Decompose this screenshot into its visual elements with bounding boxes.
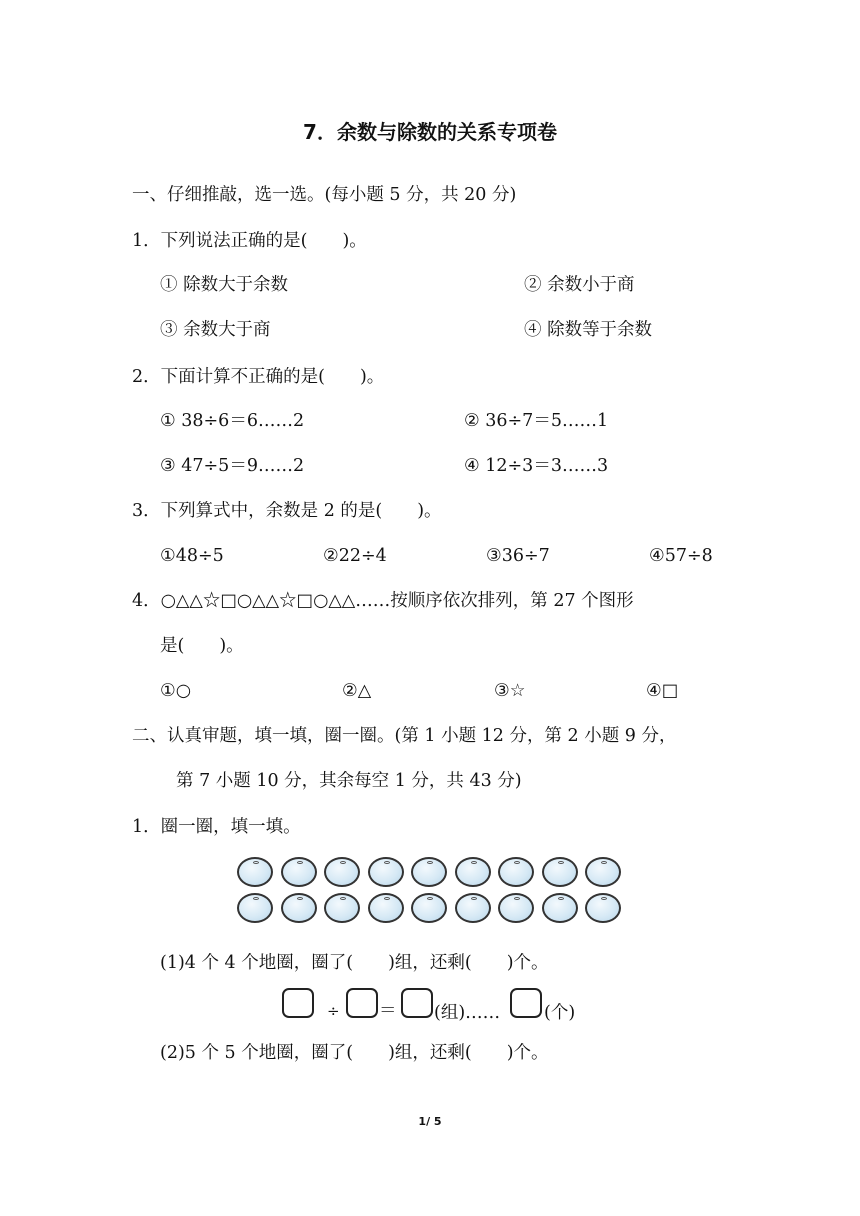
fruit-stem-icon	[384, 861, 390, 864]
fruit-stem-icon	[340, 897, 346, 900]
q2-option-1[interactable]: ① 38÷6＝6……2	[160, 411, 305, 431]
fruit-icon	[237, 893, 273, 923]
fruit-icon	[237, 857, 273, 887]
fruit-stem-icon	[297, 861, 303, 864]
fruit-icon	[281, 893, 317, 923]
s2-q1-part-1: (1)4 个 4 个地圈，圈了( )组，还剩( )个。	[160, 953, 549, 973]
fruit-stem-icon	[514, 861, 520, 864]
q2-option-3[interactable]: ③ 47÷5＝9……2	[160, 456, 305, 476]
fruit-stem-icon	[558, 897, 564, 900]
fruit-stem-icon	[558, 861, 564, 864]
fruit-icon	[411, 893, 447, 923]
s2-q1-part-2: (2)5 个 5 个地圈，圈了( )组，还剩( )个。	[160, 1043, 549, 1063]
fruit-stem-icon	[253, 861, 259, 864]
section-heading-2: 二、认真审题，填一填，圈一圈。(第 1 小题 12 分，第 2 小题 9 分，	[132, 726, 677, 746]
section-heading-2-cont: 第 7 小题 10 分，其余每空 1 分，共 43 分)	[176, 771, 522, 791]
question-1-stem: 1．下列说法正确的是( )。	[132, 231, 367, 251]
q1-option-2[interactable]: ② 余数小于商	[524, 275, 635, 295]
fruit-icon	[368, 857, 404, 887]
fruit-icon	[585, 893, 621, 923]
fruit-icon	[455, 893, 491, 923]
page-title: 7．余数与除数的关系专项卷	[303, 120, 557, 144]
question-4-stem-cont: 是( )。	[160, 636, 244, 656]
fruit-icon	[324, 857, 360, 887]
question-4-stem: 4．○△△☆□○△△☆□○△△……按顺序依次排列，第 27 个图形	[132, 591, 634, 611]
q4-option-2[interactable]: ②△	[342, 681, 372, 701]
s2-question-1-stem: 1．圈一圈，填一填。	[132, 817, 301, 837]
fruit-icon	[368, 893, 404, 923]
question-2-stem: 2．下面计算不正确的是( )。	[132, 367, 385, 387]
fruit-illustration	[235, 855, 625, 927]
fruit-icon	[498, 893, 534, 923]
q4-option-1[interactable]: ①○	[160, 681, 191, 701]
q4-option-4[interactable]: ④□	[646, 681, 679, 701]
q1-option-4[interactable]: ④ 除数等于余数	[524, 320, 653, 340]
fruit-stem-icon	[297, 897, 303, 900]
fruit-icon	[281, 857, 317, 887]
answer-box-quotient[interactable]	[401, 988, 433, 1018]
q3-option-3[interactable]: ③36÷7	[486, 546, 550, 566]
fruit-icon	[542, 893, 578, 923]
fruit-stem-icon	[384, 897, 390, 900]
fruit-stem-icon	[427, 897, 433, 900]
question-3-stem: 3．下列算式中，余数是 2 的是( )。	[132, 501, 442, 521]
fruit-icon	[324, 893, 360, 923]
answer-box-remainder[interactable]	[510, 988, 542, 1018]
fruit-icon	[411, 857, 447, 887]
q3-option-1[interactable]: ①48÷5	[160, 546, 224, 566]
q1-option-1[interactable]: ① 除数大于余数	[160, 275, 289, 295]
fruit-stem-icon	[253, 897, 259, 900]
fruit-stem-icon	[514, 897, 520, 900]
q3-option-2[interactable]: ②22÷4	[323, 546, 387, 566]
division-sign: ÷	[327, 1002, 340, 1020]
fruit-stem-icon	[427, 861, 433, 864]
fruit-icon	[498, 857, 534, 887]
fruit-icon	[455, 857, 491, 887]
q2-option-2[interactable]: ② 36÷7＝5……1	[464, 411, 609, 431]
q4-option-3[interactable]: ③☆	[494, 681, 526, 701]
q1-option-3[interactable]: ③ 余数大于商	[160, 320, 271, 340]
group-unit-label: (组)……	[434, 1003, 501, 1023]
fruit-stem-icon	[471, 861, 477, 864]
fruit-stem-icon	[471, 897, 477, 900]
answer-box-dividend[interactable]	[282, 988, 314, 1018]
q2-option-4[interactable]: ④ 12÷3＝3……3	[464, 456, 609, 476]
answer-box-divisor[interactable]	[346, 988, 378, 1018]
fruit-icon	[542, 857, 578, 887]
fruit-icon	[585, 857, 621, 887]
equals-sign: ＝	[379, 1001, 397, 1021]
section-heading-1: 一、仔细推敲，选一选。(每小题 5 分，共 20 分)	[132, 185, 517, 205]
page-number: 1/ 5	[418, 1115, 442, 1128]
remainder-unit-label: (个)	[544, 1003, 576, 1023]
fruit-stem-icon	[340, 861, 346, 864]
q3-option-4[interactable]: ④57÷8	[649, 546, 713, 566]
fruit-stem-icon	[601, 861, 607, 864]
fruit-stem-icon	[601, 897, 607, 900]
